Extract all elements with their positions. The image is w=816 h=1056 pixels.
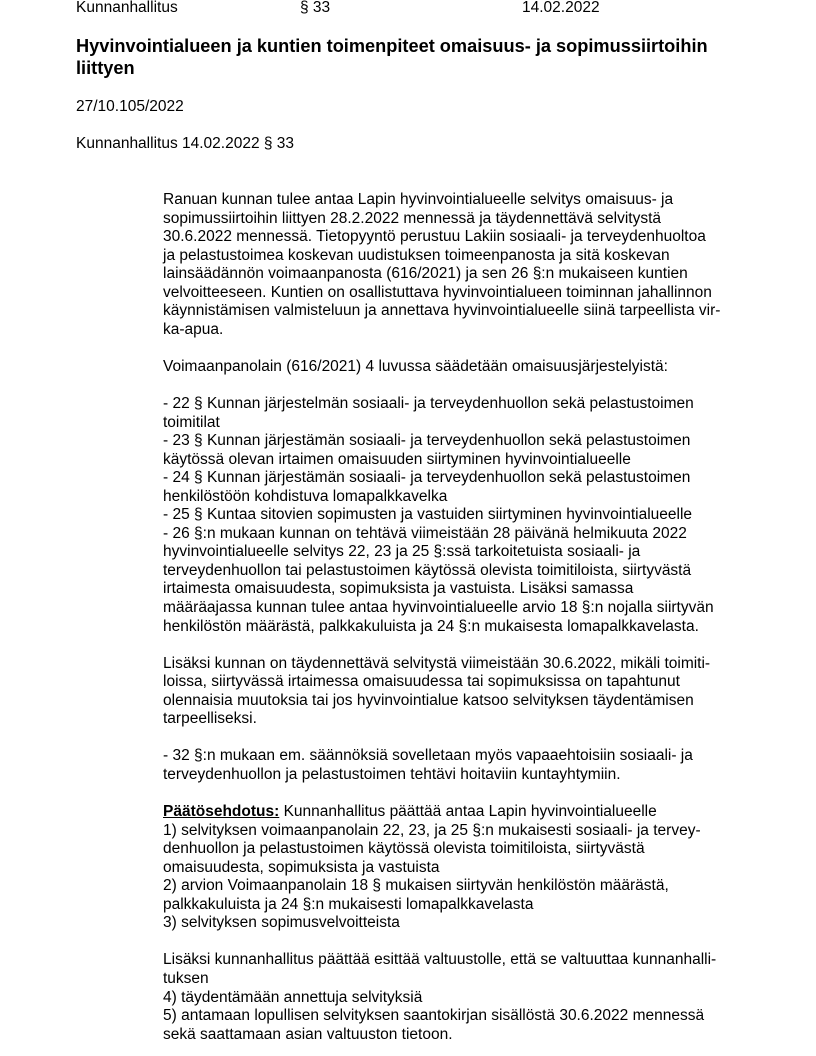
section-32-paragraph xyxy=(163,747,763,784)
paragraph-gap xyxy=(163,636,763,655)
proposal-item: omaisuudesta, sopimuksista ja vastuista xyxy=(163,858,440,876)
document-body xyxy=(163,191,763,1044)
list-item: - 23 § Kunnan järjestämän sosiaali- ja terveydenhuollon sekä pelastustoimen xyxy=(163,432,691,450)
text-line: velvoitteeseen. Kuntien on osallistuttava hyvinvointialueen toiminnan jahallinnon xyxy=(163,283,712,301)
text-line: sopimussiirtoihin liittyen 28.2.2022 mennessä ja täydennettävä selvitystä xyxy=(163,209,661,227)
supplement-paragraph xyxy=(163,655,763,729)
list-item: toimitilat xyxy=(163,413,220,431)
text-line: tuksen xyxy=(163,969,209,987)
text-line: terveydenhuollon ja pelastustoimen tehtävi hoitaviin kuntayhtymiin. xyxy=(163,765,621,783)
list-item: henkilöstön määrästä, palkkakuluista ja 24 §:n mukaisesta lomapalkkavelasta. xyxy=(163,617,699,635)
text-line: - 32 §:n mukaan em. säännöksiä sovelletaan myös vapaaehtoisiin sosiaali- ja xyxy=(163,747,693,765)
decision-proposal xyxy=(163,803,763,933)
proposal-item: palkkakuluista ja 24 §:n mukaisesti lomapalkkavelasta xyxy=(163,895,534,913)
header-body-name: Kunnanhallitus xyxy=(76,0,178,16)
list-item: - 25 § Kuntaa sitovien sopimusten ja vastuiden siirtyminen hyvinvointialueelle xyxy=(163,506,693,524)
document-header xyxy=(76,0,776,18)
list-item: - 22 § Kunnan järjestelmän sosiaali- ja terveydenhuollon sekä pelastustoimen xyxy=(163,395,694,413)
paragraph-gap xyxy=(163,933,763,952)
paragraph-gap xyxy=(163,376,763,395)
text-line: Ranuan kunnan tulee antaa Lapin hyvinvointialueelle selvitys omaisuus- ja xyxy=(163,191,674,208)
paragraph-gap xyxy=(163,339,763,358)
proposal-first-line-text: Kunnanhallitus päättää antaa Lapin hyvinvointialueelle xyxy=(279,803,657,821)
text-line: sekä saattamaan asian valtuuston tietoon. xyxy=(163,1025,453,1043)
list-item: irtaimesta omaisuudesta, sopimuksista ja vastuista. Lisäksi samassa xyxy=(163,580,634,598)
diary-number: 27/10.105/2022 xyxy=(76,98,184,115)
list-item: henkilöstöön kohdistuva lomapalkkavelka xyxy=(163,487,448,505)
list-item: - 24 § Kunnan järjestämän sosiaali- ja terveydenhuollon sekä pelastustoimen xyxy=(163,469,691,487)
paragraph-gap xyxy=(163,729,763,748)
text-line: ja pelastustoimea koskevan uudistuksen toimeenpanosta ja sitä koskevan xyxy=(163,246,670,264)
text-line: ka-apua. xyxy=(163,320,224,338)
meeting-reference: Kunnanhallitus 14.02.2022 § 33 xyxy=(76,135,295,152)
text-line: loissa, siirtyvässä irtaimessa omaisuudessa tai sopimuksissa on tapahtunut xyxy=(163,673,680,691)
text-line: Voimaanpanolain (616/2021) 4 luvussa säädetään omaisuusjärjestelyistä: xyxy=(163,357,668,375)
title-line-1: Hyvinvointialueen ja kuntien toimenpiteet omaisuus- ja sopimussiirtoihin xyxy=(76,36,708,56)
text-line: 4) täydentämään annettuja selvityksiä xyxy=(163,988,423,1006)
list-item: - 26 §:n mukaan kunnan on tehtävä viimeistään 28 päivänä helmikuuta 2022 xyxy=(163,524,687,542)
text-line: Lisäksi kunnan on täydennettävä selvitystä viimeistään 30.6.2022, mikäli toimiti- xyxy=(163,654,711,672)
document-title xyxy=(76,36,756,79)
header-section-number: § 33 xyxy=(300,0,331,16)
proposal-item: 2) arvion Voimaanpanolain 18 § mukaisen siirtyvän henkilöstön määrästä, xyxy=(163,877,669,895)
intro-paragraph xyxy=(163,191,763,339)
text-line: lainsäädännön voimaanpanosta (616/2021) ja sen 26 §:n mukaiseen kuntien xyxy=(163,265,688,283)
proposal-first-line xyxy=(163,803,763,822)
text-line: Lisäksi kunnanhallitus päättää esittää valtuustolle, että se valtuuttaa kunnanhalli- xyxy=(163,951,717,969)
proposal-label: Päätösehdotus: xyxy=(163,803,280,821)
header-date: 14.02.2022 xyxy=(522,0,600,16)
text-line: olennaisia muutoksia tai jos hyvinvointialue katsoo selvityksen täydentämisen xyxy=(163,691,694,709)
proposal-item: denhuollon ja pelastustoimen käytössä olevista toimitiloista, siirtyvästä xyxy=(163,840,645,858)
law-intro-paragraph xyxy=(163,358,763,377)
text-line: 30.6.2022 mennessä. Tietopyyntö perustuu Lakiin sosiaali- ja terveydenhuoltoa xyxy=(163,228,706,246)
law-section-list xyxy=(163,395,763,636)
text-line: tarpeelliseksi. xyxy=(163,710,257,728)
proposal-item: 1) selvityksen voimaanpanolain 22, 23, ja 25 §:n mukaisesti sosiaali- ja tervey- xyxy=(163,821,701,839)
council-authorization-paragraph xyxy=(163,951,763,1044)
list-item: terveydenhuollon tai pelastustoimen käytössä olevista toimitiloista, siirtyvästä xyxy=(163,561,692,579)
text-line: 5) antamaan lopullisen selvityksen saantokirjan sisällöstä 30.6.2022 mennessä xyxy=(163,1007,705,1025)
proposal-item: 3) selvityksen sopimusvelvoitteista xyxy=(163,914,400,932)
paragraph-gap xyxy=(163,785,763,804)
title-line-2: liittyen xyxy=(76,57,135,78)
text-line: käynnistämisen valmisteluun ja annettava hyvinvointialueelle siinä tarpeellista vir- xyxy=(163,302,721,320)
list-item: käytössä olevan irtaimen omaisuuden siirtyminen hyvinvointialueelle xyxy=(163,450,631,468)
list-item: määräajassa kunnan tulee antaa hyvinvointialueelle arvio 18 §:n nojalla siirtyvän xyxy=(163,599,714,617)
list-item: hyvinvointialueelle selvitys 22, 23 ja 25 §:ssä tarkoitetuista sosiaali- ja xyxy=(163,543,641,561)
